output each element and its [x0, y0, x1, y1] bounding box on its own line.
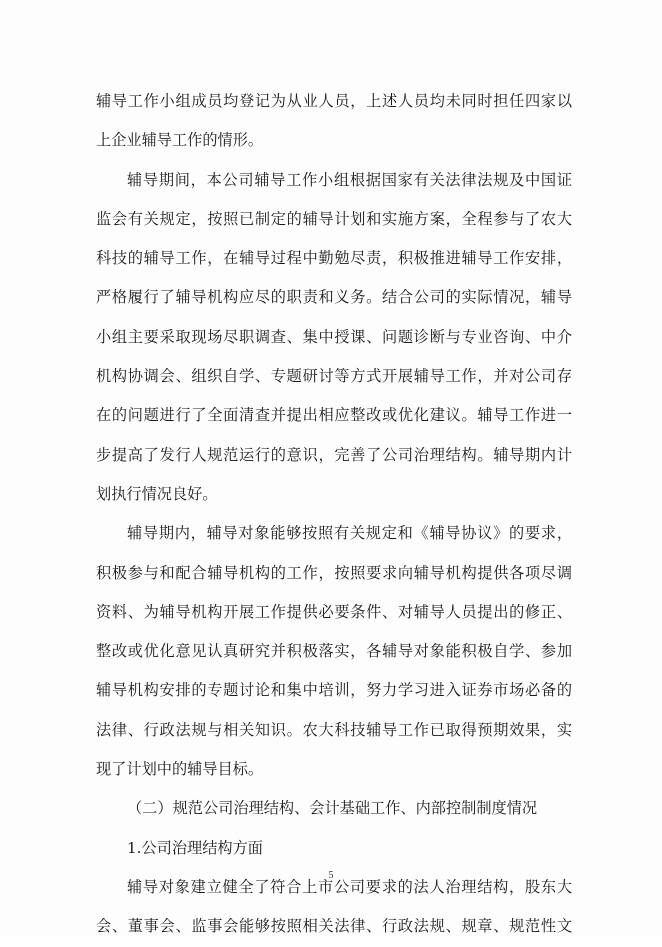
text-line: 辅导期间，本公司辅导工作小组根据国家有关法律法规及中国证 [127, 170, 572, 189]
text-line: 监会有关规定，按照已制定的辅导计划和实施方案，全程参与了农大 [96, 209, 572, 228]
text-line: 积极参与和配合辅导机构的工作，按照要求向辅导机构提供各项尽调 [96, 563, 572, 582]
page-number: 5 [328, 870, 334, 881]
text-line: 会、董事会、监事会能够按照相关法律、行政法规、规章、规范性文 [96, 917, 572, 936]
text-line: 辅导期内，辅导对象能够按照有关规定和《辅导协议》的要求， [127, 524, 572, 543]
text-line: 划执行情况良好。 [96, 484, 218, 503]
text-line: 在的问题进行了全面清查并提出相应整改或优化建议。辅导工作进一 [96, 406, 572, 425]
text-line: 资料、为辅导机构开展工作提供必要条件、对辅导人员提出的修正、 [96, 602, 572, 621]
text-line: 机构协调会、组织自学、专题研讨等方式开展辅导工作，并对公司存 [96, 367, 572, 386]
paragraph-1 [96, 82, 572, 161]
document-body [96, 82, 572, 947]
text-line: 辅导机构安排的专题讨论和集中培训，努力学习进入证券市场必备的 [96, 681, 572, 700]
text-line: 科技的辅导工作，在辅导过程中勤勉尽责，积极推进辅导工作安排， [96, 249, 572, 268]
text-line: 法律、行政法规与相关知识。农大科技辅导工作已取得预期效果，实 [96, 720, 572, 739]
paragraph-3 [96, 514, 572, 789]
text-line: 小组主要采取现场尽职调查、集中授课、问题诊断与专业咨询、中介 [96, 327, 572, 346]
text-line: 辅导工作小组成员均登记为从业人员，上述人员均未同时担任四家以 [96, 92, 572, 110]
text-line: 严格履行了辅导机构应尽的职责和义务。结合公司的实际情况，辅导 [96, 288, 572, 307]
subsection-heading: 1.公司治理结构方面 [127, 838, 263, 857]
text-line: 现了计划中的辅导目标。 [96, 760, 264, 779]
text-line: 上企业辅导工作的情形。 [96, 131, 264, 150]
text-line: 整改或优化意见认真研究并积极落实，各辅导对象能积极自学、参加 [96, 642, 572, 661]
text-line: 辅导对象建立健全了符合上市公司要求的法人治理结构，股东大 [127, 877, 572, 896]
paragraph-2 [96, 161, 572, 515]
section-heading: （二）规范公司治理结构、会计基础工作、内部控制制度情况 [127, 799, 538, 818]
text-line: 步提高了发行人规范运行的意识，完善了公司治理结构。辅导期内计 [96, 445, 572, 464]
